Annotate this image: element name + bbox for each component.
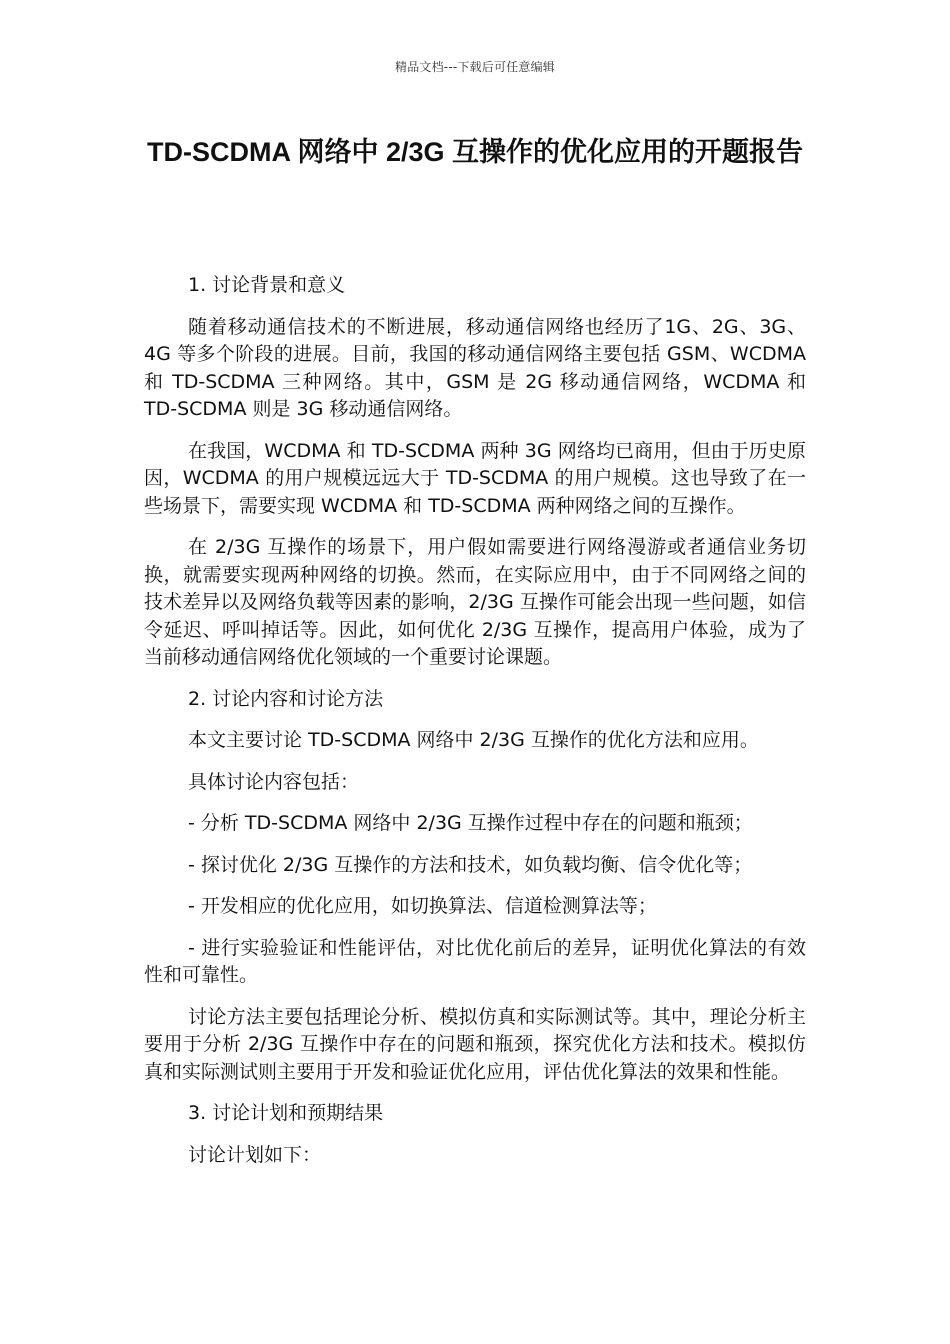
section-heading-3: 3. 讨论计划和预期结果: [188, 1102, 384, 1124]
list-item: - 进行实验验证和性能评估，对比优化前后的差异，证明优化算法的有效性和可靠性。: [144, 936, 806, 986]
body-paragraph: 讨论方法主要包括理论分析、模拟仿真和实际测试等。其中，理论分析主要用于分析 2/3G 互操作中存在的问题和瓶颈，探究优化方法和技术。模拟仿真和实际测试则主要用于开发和验证优化应用，评估优化算法的效果和性能。: [144, 1005, 806, 1083]
body-paragraph: 在我国，WCDMA 和 TD-SCDMA 两种 3G 网络均已商用，但由于历史原因，WCDMA 的用户规模远远大于 TD-SCDMA 的用户规模。这也导致了在一些场景下，需要实现 WCDMA 和 TD-SCDMA 两种网络之间的互操作。: [144, 439, 806, 517]
body-paragraph: 随着移动通信技术的不断进展，移动通信网络也经历了1G、2G、3G、4G 等多个阶段的进展。目前，我国的移动通信网络主要包括 GSM、WCDMA 和 TD-SCDMA 三种网络。其中，GSM 是 2G 移动通信网络，WCDMA 和 TD-SCDMA 则是 3G 移动通信网络。: [144, 315, 806, 420]
list-item: - 分析 TD-SCDMA 网络中 2/3G 互操作过程中存在的问题和瓶颈；: [188, 812, 753, 834]
body-paragraph: 讨论计划如下：: [188, 1143, 322, 1166]
list-item: - 探讨优化 2/3G 互操作的方法和技术，如负载均衡、信令优化等；: [188, 853, 753, 876]
header-note: 精品文档---下载后可任意编辑: [395, 60, 555, 74]
section-heading-1: 1. 讨论背景和意义: [188, 274, 346, 296]
list-item: - 开发相应的优化应用，如切换算法、信道检测算法等；: [188, 895, 657, 917]
body-paragraph: 在 2/3G 互操作的场景下，用户假如需要进行网络漫游或者通信业务切换，就需要实现两种网络的切换。然而，在实际应用中，由于不同网络之间的技术差异以及网络负载等因素的影响，2/3G 互操作可能会出现一些问题，如信令延迟、呼叫掉话等。因此，如何优化 2/3G 互操作，提高用户体验，成为了当前移动通信网络优化领域的一个重要讨论课题。: [144, 536, 806, 668]
body-paragraph: 具体讨论内容包括：: [188, 770, 360, 793]
body-paragraph: 本文主要讨论 TD-SCDMA 网络中 2/3G 互操作的优化方法和应用。: [188, 729, 759, 751]
section-heading-2: 2. 讨论内容和讨论方法: [188, 687, 384, 710]
document-body: [144, 272, 806, 1183]
document-title: TD-SCDMA 网络中 2/3G 互操作的优化应用的开题报告: [146, 137, 803, 167]
